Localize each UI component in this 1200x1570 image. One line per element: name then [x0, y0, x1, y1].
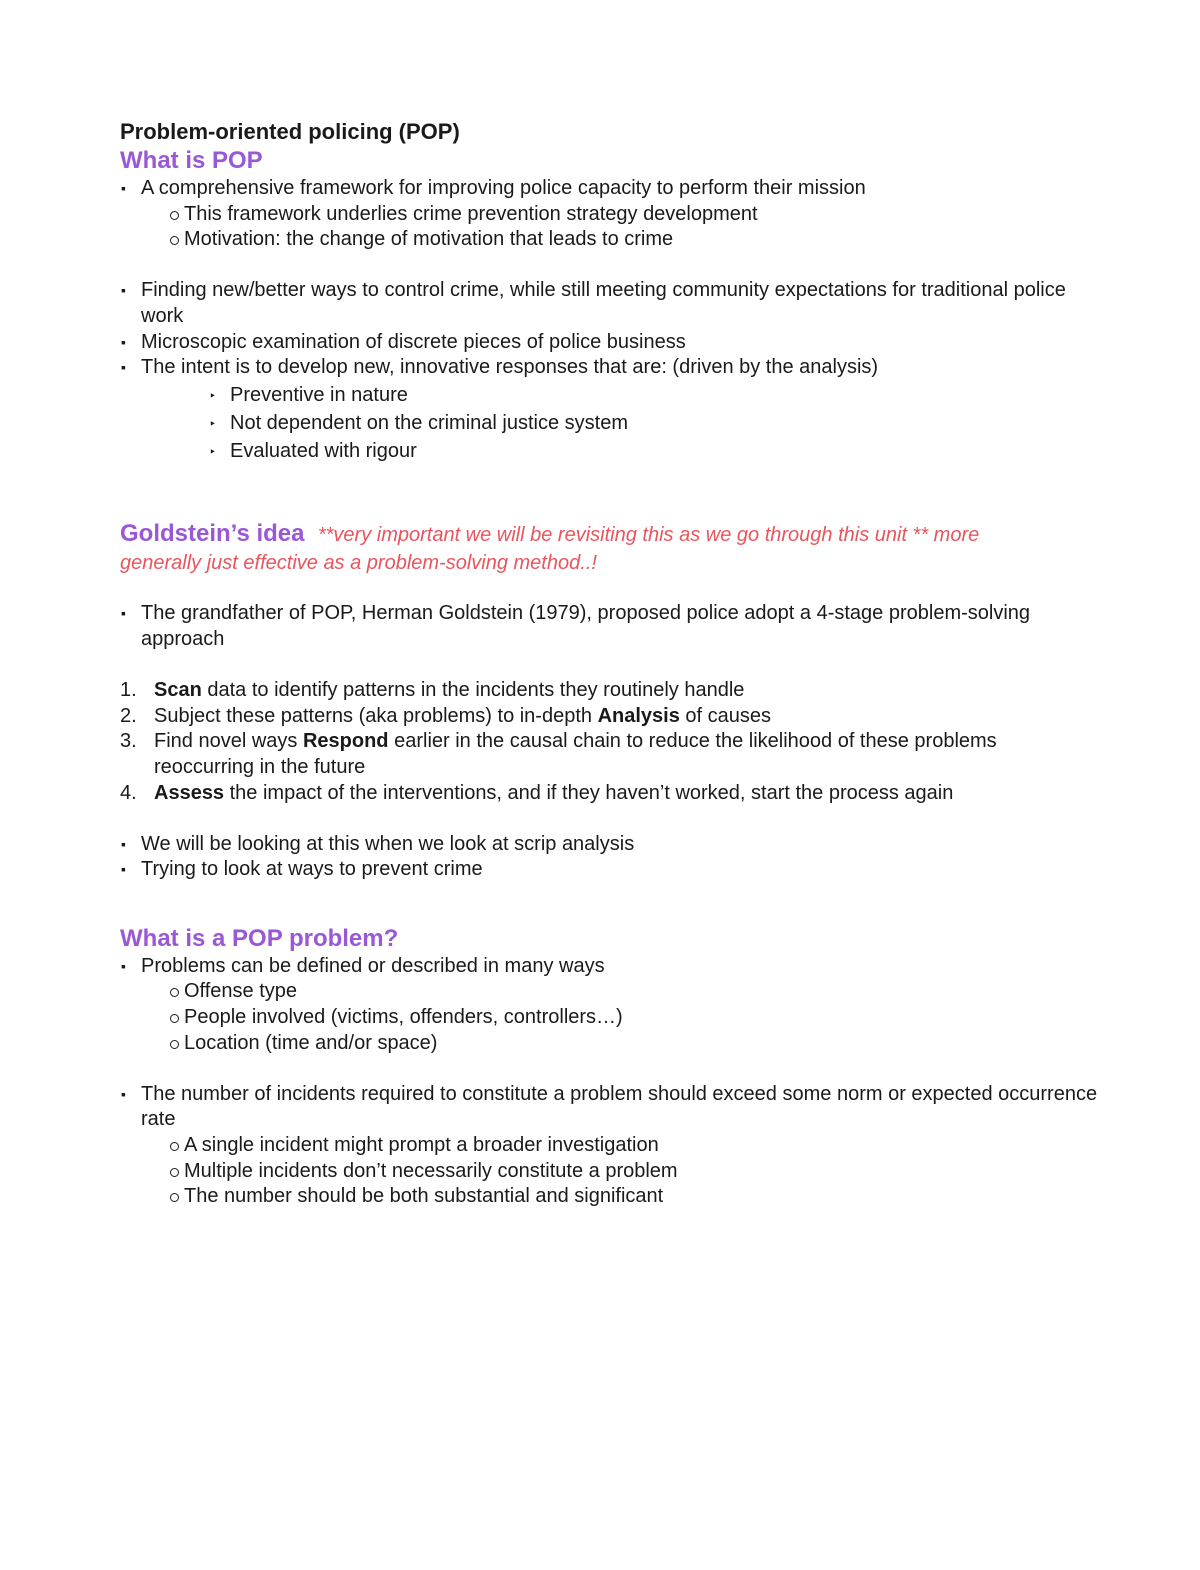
square-bullet-icon: ▪ [121, 359, 126, 376]
list-item: ▪ We will be looking at this when we look at scrip analysis [120, 832, 1100, 858]
arrow-list-item: ‣ Not dependent on the criminal justice system [120, 409, 1100, 437]
numbered-step: 4. Assess the impact of the interventions, and if they haven’t worked, start the process again [120, 781, 954, 804]
sub-list-item: Motivation: the change of motivation that leads to crime [120, 227, 1100, 253]
hollow-circle-bullet-icon [170, 1040, 179, 1049]
hollow-circle-bullet-icon [170, 988, 179, 997]
section-heading-goldstein: Goldstein’s idea **very important we will be revisiting this as we go through this unit ** more [120, 519, 980, 547]
sub-list-item: Location (time and/or space) [120, 1031, 1100, 1057]
sub-list-item: Offense type [120, 979, 1100, 1005]
importance-note-continued: generally just effective as a problem-solving method..! [120, 551, 597, 574]
section-heading-pop-problem: What is a POP problem? [120, 924, 399, 952]
square-bullet-icon: ▪ [121, 282, 126, 299]
document-title: Problem-oriented policing (POP) [120, 119, 460, 144]
square-bullet-icon: ▪ [121, 180, 126, 196]
sub-list-item: People involved (victims, offenders, controllers…) [120, 1005, 1100, 1031]
triangle-arrow-bullet-icon: ‣ [209, 388, 217, 403]
numbered-step: 2. Subject these patterns (aka problems) to in-depth Analysis of causes [120, 704, 772, 727]
arrow-list-item: ‣ Preventive in nature [120, 381, 1100, 409]
hollow-circle-bullet-icon [170, 1168, 179, 1177]
list-item: ▪ Microscopic examination of discrete pieces of police business [120, 330, 1100, 356]
document-page [120, 118, 1100, 1210]
hollow-circle-bullet-icon [170, 236, 179, 245]
hollow-circle-bullet-icon [170, 211, 179, 220]
numbered-step: 3. Find novel ways Respond earlier in the causal chain to reduce the likelihood of these problems reoccurring in the future [120, 730, 997, 778]
pop-problem-threshold-list [120, 1082, 1100, 1210]
importance-note: **very important we will be revisiting this as we go through this unit ** more [317, 523, 980, 546]
list-item: ▪ Finding new/better ways to control crime, while still meeting community expectations for traditional police work [121, 279, 1066, 327]
hollow-circle-bullet-icon [170, 1142, 179, 1151]
pop-problem-list [120, 954, 1100, 1056]
sub-list-item: The number should be both substantial and significant [120, 1184, 1100, 1210]
pop-description-list [120, 278, 1100, 464]
list-item: ▪ The number of incidents required to constitute a problem should exceed some norm or expected occurrence rate [121, 1082, 1098, 1131]
hollow-circle-bullet-icon [170, 1193, 179, 1202]
list-item: ▪ Problems can be defined or described in many ways [120, 954, 1100, 980]
goldstein-intro-list [120, 601, 1100, 652]
sub-list-item: A single incident might prompt a broader investigation [120, 1133, 1100, 1159]
square-bullet-icon: ▪ [121, 1085, 126, 1102]
numbered-step: 1. Scan data to identify patterns in the incidents they routinely handle [120, 679, 745, 702]
list-item: ▪ The intent is to develop new, innovative responses that are: (driven by the analysis) [120, 355, 1100, 381]
square-bullet-icon: ▪ [121, 605, 126, 622]
square-bullet-icon: ▪ [121, 957, 126, 974]
square-bullet-icon: ▪ [121, 333, 126, 350]
list-item: ▪ A comprehensive framework for improving police capacity to perform their mission [120, 176, 1100, 202]
triangle-arrow-bullet-icon: ‣ [209, 416, 217, 431]
list-item: ▪ The grandfather of POP, Herman Goldstein (1979), proposed police adopt a 4-stage problem-solving approach [121, 602, 1031, 650]
sub-list-item: Multiple incidents don’t necessarily constitute a problem [120, 1159, 1100, 1185]
goldstein-after-list [120, 832, 1100, 883]
section-heading-what-is-pop: What is POP [120, 147, 263, 174]
sub-list-item: This framework underlies crime prevention strategy development [120, 202, 1100, 228]
arrow-list-item: ‣ Evaluated with rigour [120, 437, 1100, 465]
what-is-pop-list [120, 176, 1100, 253]
goldstein-steps-list [120, 678, 1100, 806]
triangle-arrow-bullet-icon: ‣ [209, 444, 217, 459]
square-bullet-icon: ▪ [121, 861, 126, 878]
hollow-circle-bullet-icon [170, 1014, 179, 1023]
list-item: ▪ Trying to look at ways to prevent crime [120, 857, 1100, 883]
square-bullet-icon: ▪ [121, 835, 126, 852]
